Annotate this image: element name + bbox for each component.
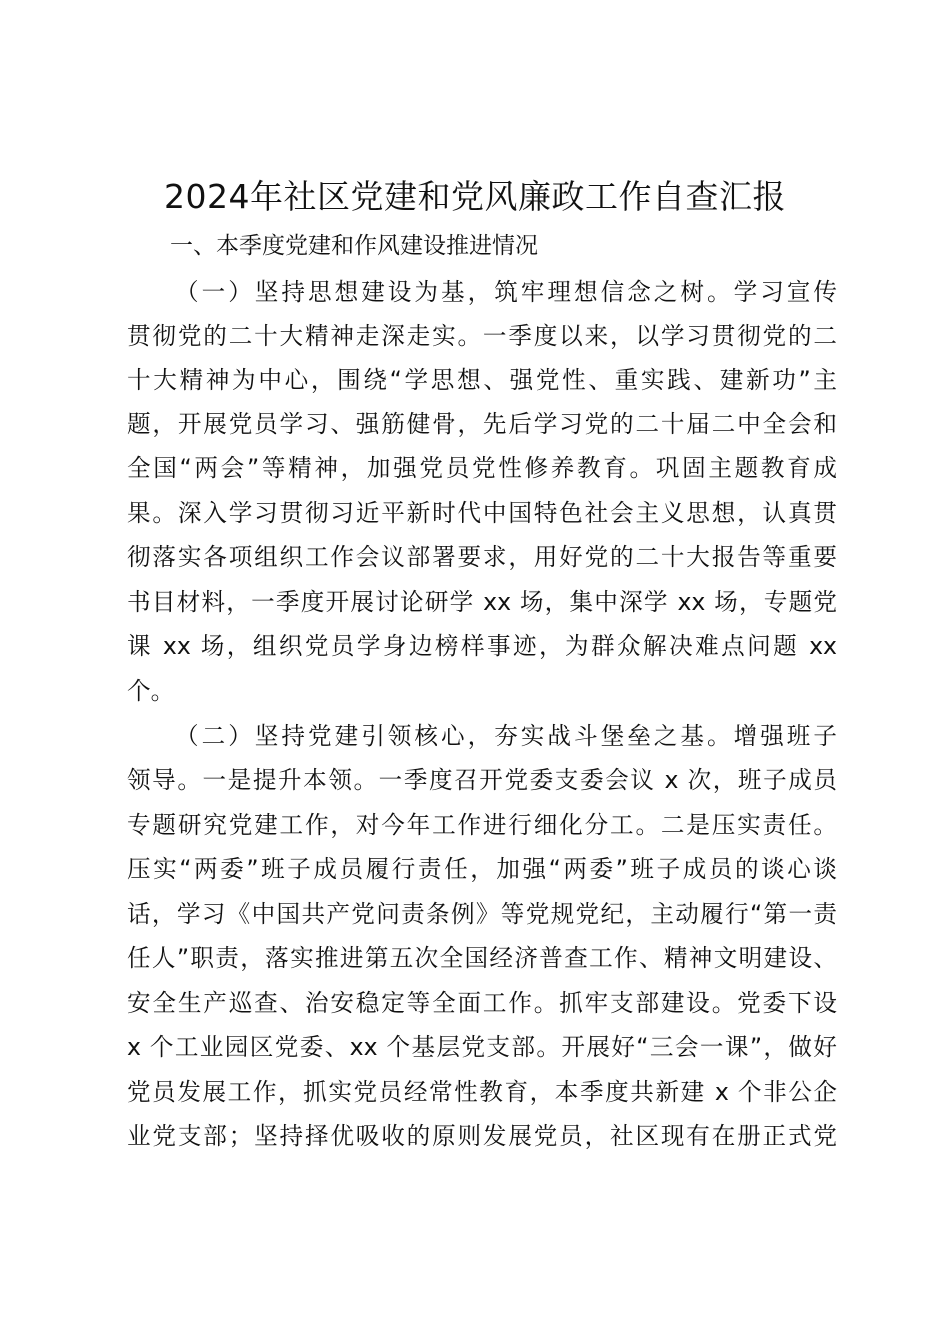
paragraph-2-line-2: 领导。一是提升本领。一季度召开党委支委会议 x 次，班子成员 bbox=[127, 766, 837, 794]
paragraph-1-line-5: 全国“两会”等精神，加强党员党性修养教育。巩固主题教育成 bbox=[127, 454, 837, 482]
paragraph-1-line-4: 题，开展党员学习、强筋健骨，先后学习党的二十届二中全会和 bbox=[127, 410, 837, 438]
paragraph-1-line-9: 课 xx 场，组织党员学身边榜样事迹，为群众解决难点问题 xx bbox=[127, 632, 837, 660]
paragraph-2-line-4: 压实“两委”班子成员履行责任，加强“两委”班子成员的谈心谈 bbox=[127, 855, 837, 883]
paragraph-1-line-3: 十大精神为中心，围绕“学思想、强党性、重实践、建新功”主 bbox=[127, 366, 837, 394]
paragraph-1-line-6: 果。深入学习贯彻习近平新时代中国特色社会主义思想，认真贯 bbox=[127, 499, 837, 527]
document-title: 2024年社区党建和党风廉政工作自查汇报 bbox=[164, 177, 786, 216]
paragraph-1-line-8: 书目材料，一季度开展讨论研学 xx 场，集中深学 xx 场，专题党 bbox=[127, 588, 837, 616]
paragraph-2-line-9: 党员发展工作，抓实党员经常性教育，本季度共新建 x 个非公企 bbox=[127, 1078, 837, 1106]
paragraph-2-line-6: 任人”职责，落实推进第五次全国经济普查工作、精神文明建设、 bbox=[127, 944, 837, 972]
section-heading: 一、本季度党建和作风建设推进情况 bbox=[170, 233, 538, 259]
paragraph-1-line-2: 贯彻党的二十大精神走深走实。一季度以来，以学习贯彻党的二 bbox=[127, 322, 837, 350]
paragraph-2-line-10: 业党支部；坚持择优吸收的原则发展党员，社区现有在册正式党 bbox=[127, 1122, 837, 1150]
paragraph-2-line-7: 安全生产巡查、治安稳定等全面工作。抓牢支部建设。党委下设 bbox=[127, 989, 837, 1017]
paragraph-1-line-10: 个。 bbox=[127, 677, 175, 705]
paragraph-2-line-1: （二）坚持党建引领核心，夯实战斗堡垒之基。增强班子 bbox=[175, 722, 837, 750]
paragraph-2-line-8: x 个工业园区党委、xx 个基层党支部。开展好“三会一课”，做好 bbox=[127, 1033, 837, 1061]
paragraph-1-line-7: 彻落实各项组织工作会议部署要求，用好党的二十大报告等重要 bbox=[127, 543, 837, 571]
paragraph-2-line-5: 话，学习《中国共产党问责条例》等党规党纪，主动履行“第一责 bbox=[127, 900, 837, 928]
paragraph-2-line-3: 专题研究党建工作，对今年工作进行细化分工。二是压实责任。 bbox=[127, 811, 837, 839]
paragraph-1-line-1: （一）坚持思想建设为基，筑牢理想信念之树。学习宣传 bbox=[175, 278, 837, 306]
